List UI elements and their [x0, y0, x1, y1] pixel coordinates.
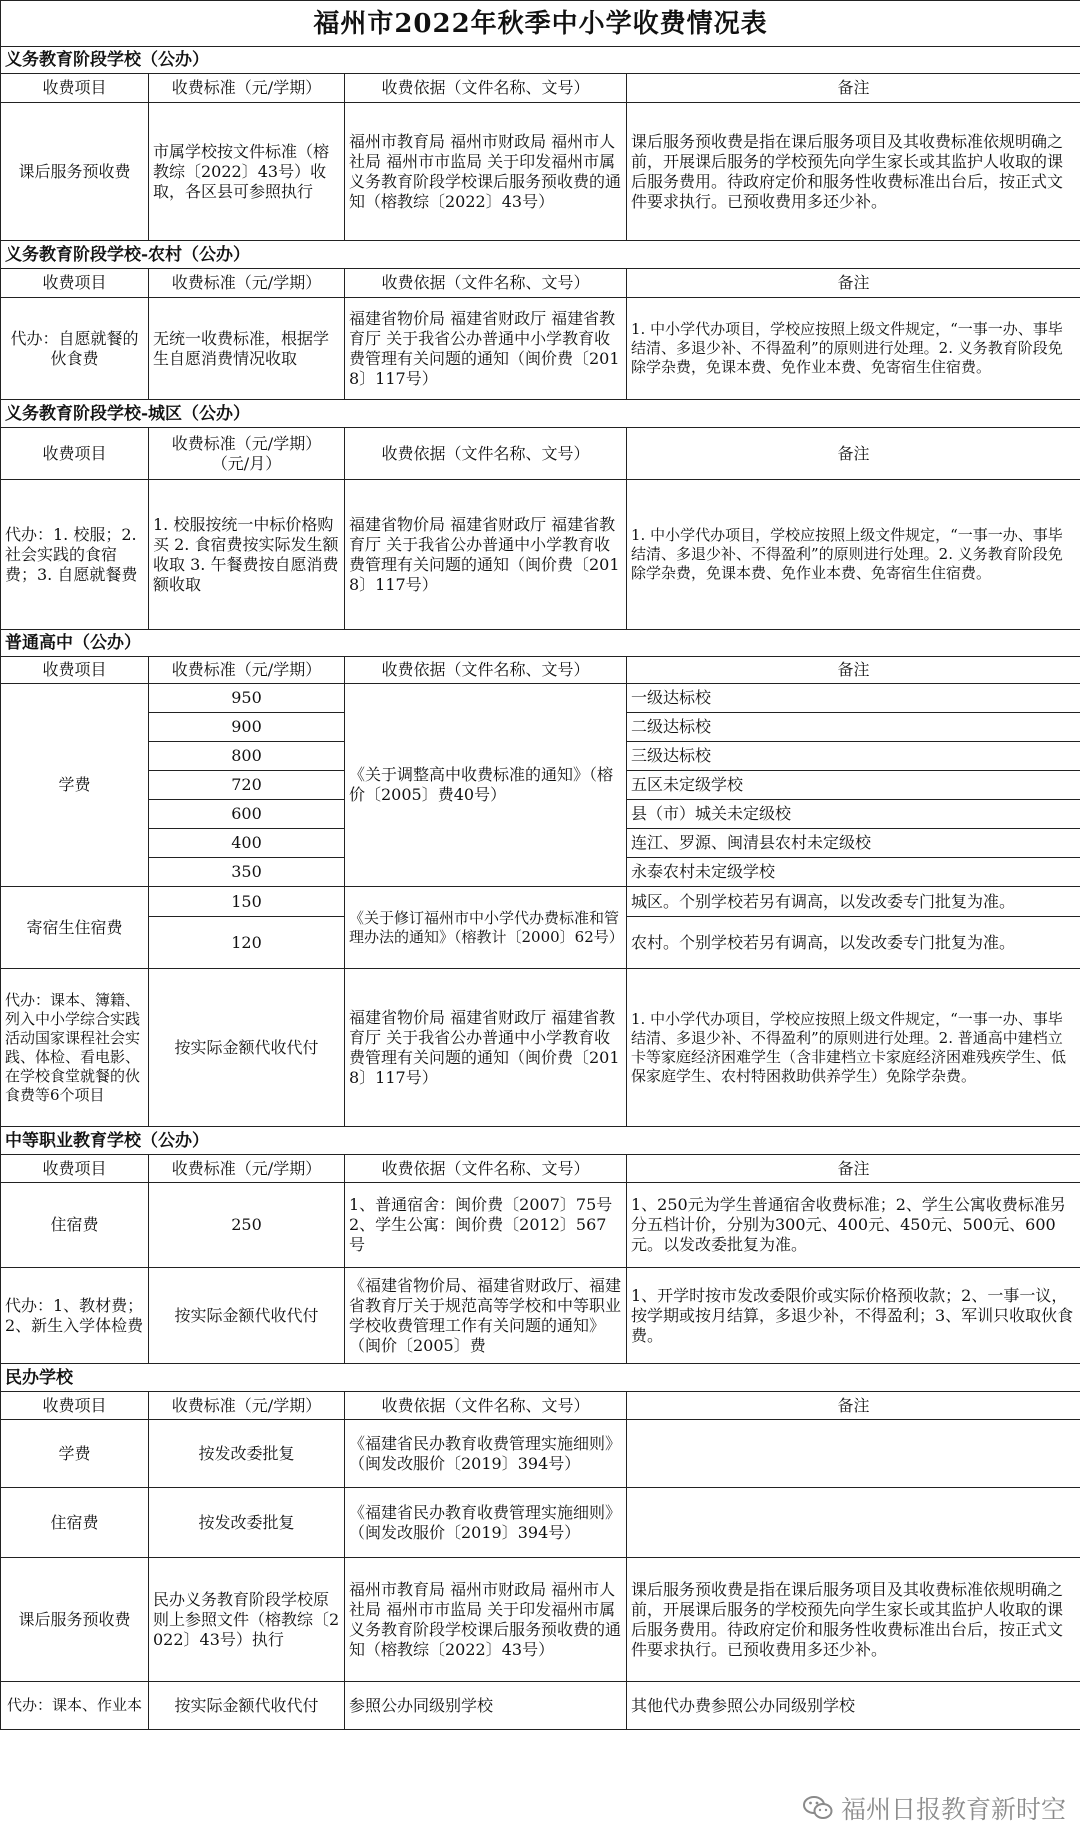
cell-note: 课后服务预收费是指在课后服务项目及其收费标准依规明确之前，开展课后服务的学校预先向学生家长或其监护人收取的课后服务费用。待政府定价和服务性收费标准出台后，按正式文件要求执行。已预收费用多还少补。 — [627, 1558, 1080, 1682]
cell-item: 住宿费 — [1, 1183, 149, 1268]
cell-standard: 350 — [149, 858, 345, 887]
col-header-basis: 收费依据（文件名称、文号） — [345, 1392, 627, 1420]
cell-note: 1. 中小学代办项目，学校应按照上级文件规定，“一事一办、事毕结清、多退少补、不得盈利”的原则进行处理。2. 义务教育阶段免除学杂费，免课本费、免作业本费、免寄宿生住宿费。 — [627, 480, 1080, 630]
cell-standard: 按发改委批复 — [149, 1488, 345, 1558]
watermark-text: 福州日报教育新时空 — [840, 1795, 1066, 1824]
col-header-standard-line1: 收费标准（元/学期） — [171, 433, 322, 453]
cell-note: 1. 中小学代办项目，学校应按照上级文件规定，“一事一办、事毕结清、多退少补、不得盈利”的原则进行处理。2. 普通高中建档立卡等家庭经济困难学生（含非建档立卡家庭经济困难残疾学生、低保家庭学生、农村特困救助供养学生）免除学杂费。 — [627, 969, 1080, 1127]
col-header-item: 收费项目 — [1, 1155, 149, 1183]
cell-standard: 1. 校服按统一中标价格购买 2. 食宿费按实际发生额收取 3. 午餐费按自愿消费额收取 — [149, 480, 345, 630]
cell-basis: 《关于调整高中收费标准的通知》（榕价〔2005〕费40号） — [345, 684, 627, 887]
cell-item: 学费 — [1, 1420, 149, 1488]
wechat-icon — [803, 1795, 833, 1821]
cell-standard: 120 — [149, 917, 345, 969]
col-header-standard — [149, 428, 345, 480]
cell-basis: 福建省物价局 福建省财政厅 福建省教育厅 关于我省公办普通中小学教育收费管理有关问题的通知（闽价费〔2018〕117号） — [345, 298, 627, 400]
cell-basis: 参照公办同级别学校 — [345, 1682, 627, 1730]
cell-standard: 按发改委批复 — [149, 1420, 345, 1488]
cell-standard: 720 — [149, 771, 345, 800]
cell-item: 代办：1. 校服；2. 社会实践的食宿费；3. 自愿就餐费 — [1, 480, 149, 630]
cell-basis: 《关于修订福州市中小学代办费标准和管理办法的通知》（榕教计〔2000〕62号） — [345, 887, 627, 969]
cell-note: 永泰农村未定级学校 — [627, 858, 1080, 887]
cell-basis: 福建省物价局 福建省财政厅 福建省教育厅 关于我省公办普通中小学教育收费管理有关问题的通知（闽价费〔2018〕117号） — [345, 969, 627, 1127]
cell-note: 连江、罗源、闽清县农村未定级校 — [627, 829, 1080, 858]
cell-basis: 福建省物价局 福建省财政厅 福建省教育厅 关于我省公办普通中小学教育收费管理有关问题的通知（闽价费〔2018〕117号） — [345, 480, 627, 630]
cell-basis: 福州市教育局 福州市财政局 福州市人社局 福州市市监局 关于印发福州市属义务教育阶段学校课后服务预收费的通知（榕教综〔2022〕43号） — [345, 1558, 627, 1682]
cell-standard: 按实际金额代收代付 — [149, 969, 345, 1127]
cell-note: 县（市）城关未定级校 — [627, 800, 1080, 829]
cell-basis: 《福建省民办教育收费管理实施细则》（闽发改服价〔2019〕394号） — [345, 1488, 627, 1558]
col-header-basis: 收费依据（文件名称、文号） — [345, 1155, 627, 1183]
cell-standard: 按实际金额代收代付 — [149, 1268, 345, 1364]
section-title-compulsory-rural: 义务教育阶段学校-农村（公办） — [1, 241, 1080, 269]
cell-item: 课后服务预收费 — [1, 103, 149, 241]
cell-standard: 民办义务教育阶段学校原则上参照文件（榕教综〔2022〕43号）执行 — [149, 1558, 345, 1682]
cell-note — [627, 1488, 1080, 1558]
cell-note: 一级达标校 — [627, 684, 1080, 713]
section-title-vocational: 中等职业教育学校（公办） — [1, 1127, 1080, 1155]
cell-note: 1、开学时按市发改委限价或实际价格预收款；2、一事一议，按学期或按月结算，多退少补，不得盈利；3、军训只收取伙食费。 — [627, 1268, 1080, 1364]
cell-item: 课后服务预收费 — [1, 1558, 149, 1682]
col-header-item: 收费项目 — [1, 428, 149, 480]
cell-basis: 《福建省物价局、福建省财政厅、福建省教育厅关于规范高等学校和中等职业学校收费管理工作有关问题的通知》（闽价〔2005〕费 — [345, 1268, 627, 1364]
watermark — [803, 1790, 1066, 1826]
cell-standard: 800 — [149, 742, 345, 771]
cell-standard: 150 — [149, 887, 345, 917]
cell-standard: 950 — [149, 684, 345, 713]
col-header-basis: 收费依据（文件名称、文号） — [345, 269, 627, 298]
col-header-standard: 收费标准（元/学期） — [149, 74, 345, 103]
cell-note: 1. 中小学代办项目，学校应按照上级文件规定，“一事一办、事毕结清、多退少补、不得盈利”的原则进行处理。2. 义务教育阶段免除学杂费，免课本费、免作业本费、免寄宿生住宿费。 — [627, 298, 1080, 400]
cell-item-tuition: 学费 — [1, 684, 149, 887]
cell-basis: 《福建省民办教育收费管理实施细则》（闽发改服价〔2019〕394号） — [345, 1420, 627, 1488]
col-header-note: 备注 — [627, 269, 1080, 298]
cell-note: 课后服务预收费是指在课后服务项目及其收费标准依规明确之前，开展课后服务的学校预先向学生家长或其监护人收取的课后服务费用。待政府定价和服务性收费标准出台后，按正式文件要求执行。已预收费用多还少补。 — [627, 103, 1080, 241]
col-header-item: 收费项目 — [1, 269, 149, 298]
cell-standard: 900 — [149, 713, 345, 742]
col-header-basis: 收费依据（文件名称、文号） — [345, 428, 627, 480]
cell-note: 其他代办费参照公办同级别学校 — [627, 1682, 1080, 1730]
col-header-basis: 收费依据（文件名称、文号） — [345, 657, 627, 684]
cell-note: 1、250元为学生普通宿舍收费标准；2、学生公寓收费标准另分五档计价，分别为300元、400元、450元、500元、600元。以发改委批复为准。 — [627, 1183, 1080, 1268]
col-header-item: 收费项目 — [1, 1392, 149, 1420]
cell-note: 二级达标校 — [627, 713, 1080, 742]
section-title-private: 民办学校 — [1, 1364, 1080, 1392]
page-title: 福州市2022年秋季中小学收费情况表 — [1, 1, 1080, 47]
cell-basis: 1、普通宿舍：闽价费〔2007〕75号 2、学生公寓：闽价费〔2012〕567号 — [345, 1183, 627, 1268]
col-header-note: 备注 — [627, 657, 1080, 684]
cell-item: 代办：课本、作业本 — [1, 1682, 149, 1730]
cell-item-boarding: 寄宿生住宿费 — [1, 887, 149, 969]
cell-standard: 250 — [149, 1183, 345, 1268]
cell-item: 代办：1、教材费；2、新生入学体检费 — [1, 1268, 149, 1364]
cell-item: 代办：自愿就餐的伙食费 — [1, 298, 149, 400]
cell-basis: 福州市教育局 福州市财政局 福州市人社局 福州市市监局 关于印发福州市属义务教育阶段学校课后服务预收费的通知（榕教综〔2022〕43号） — [345, 103, 627, 241]
cell-standard: 按实际金额代收代付 — [149, 1682, 345, 1730]
cell-note — [627, 1420, 1080, 1488]
cell-standard: 市属学校按文件标准（榕教综〔2022〕43号）收取，各区县可参照执行 — [149, 103, 345, 241]
cell-item: 住宿费 — [1, 1488, 149, 1558]
col-header-standard: 收费标准（元/学期） — [149, 1155, 345, 1183]
col-header-item: 收费项目 — [1, 657, 149, 684]
cell-note: 三级达标校 — [627, 742, 1080, 771]
cell-standard: 无统一收费标准，根据学生自愿消费情况收取 — [149, 298, 345, 400]
cell-note: 农村。个别学校若另有调高，以发改委专门批复为准。 — [627, 917, 1080, 969]
col-header-standard: 收费标准（元/学期） — [149, 657, 345, 684]
col-header-standard-line2: （元/月） — [211, 453, 282, 473]
section-title-senior-high: 普通高中（公办） — [1, 630, 1080, 657]
cell-item: 代办：课本、簿籍、列入中小学综合实践活动国家课程社会实践、体检、看电影、在学校食堂就餐的伙食费等6个项目 — [1, 969, 149, 1127]
section-title-compulsory-urban: 义务教育阶段学校-城区（公办） — [1, 400, 1080, 428]
col-header-note: 备注 — [627, 428, 1080, 480]
col-header-standard: 收费标准（元/学期） — [149, 269, 345, 298]
cell-standard: 400 — [149, 829, 345, 858]
cell-note: 城区。个别学校若另有调高，以发改委专门批复为准。 — [627, 887, 1080, 917]
cell-standard: 600 — [149, 800, 345, 829]
col-header-note: 备注 — [627, 1155, 1080, 1183]
section-title-compulsory-public: 义务教育阶段学校（公办） — [1, 47, 1080, 74]
col-header-basis: 收费依据（文件名称、文号） — [345, 74, 627, 103]
col-header-item: 收费项目 — [1, 74, 149, 103]
col-header-note: 备注 — [627, 74, 1080, 103]
cell-note: 五区未定级学校 — [627, 771, 1080, 800]
col-header-standard: 收费标准（元/学期） — [149, 1392, 345, 1420]
col-header-note: 备注 — [627, 1392, 1080, 1420]
